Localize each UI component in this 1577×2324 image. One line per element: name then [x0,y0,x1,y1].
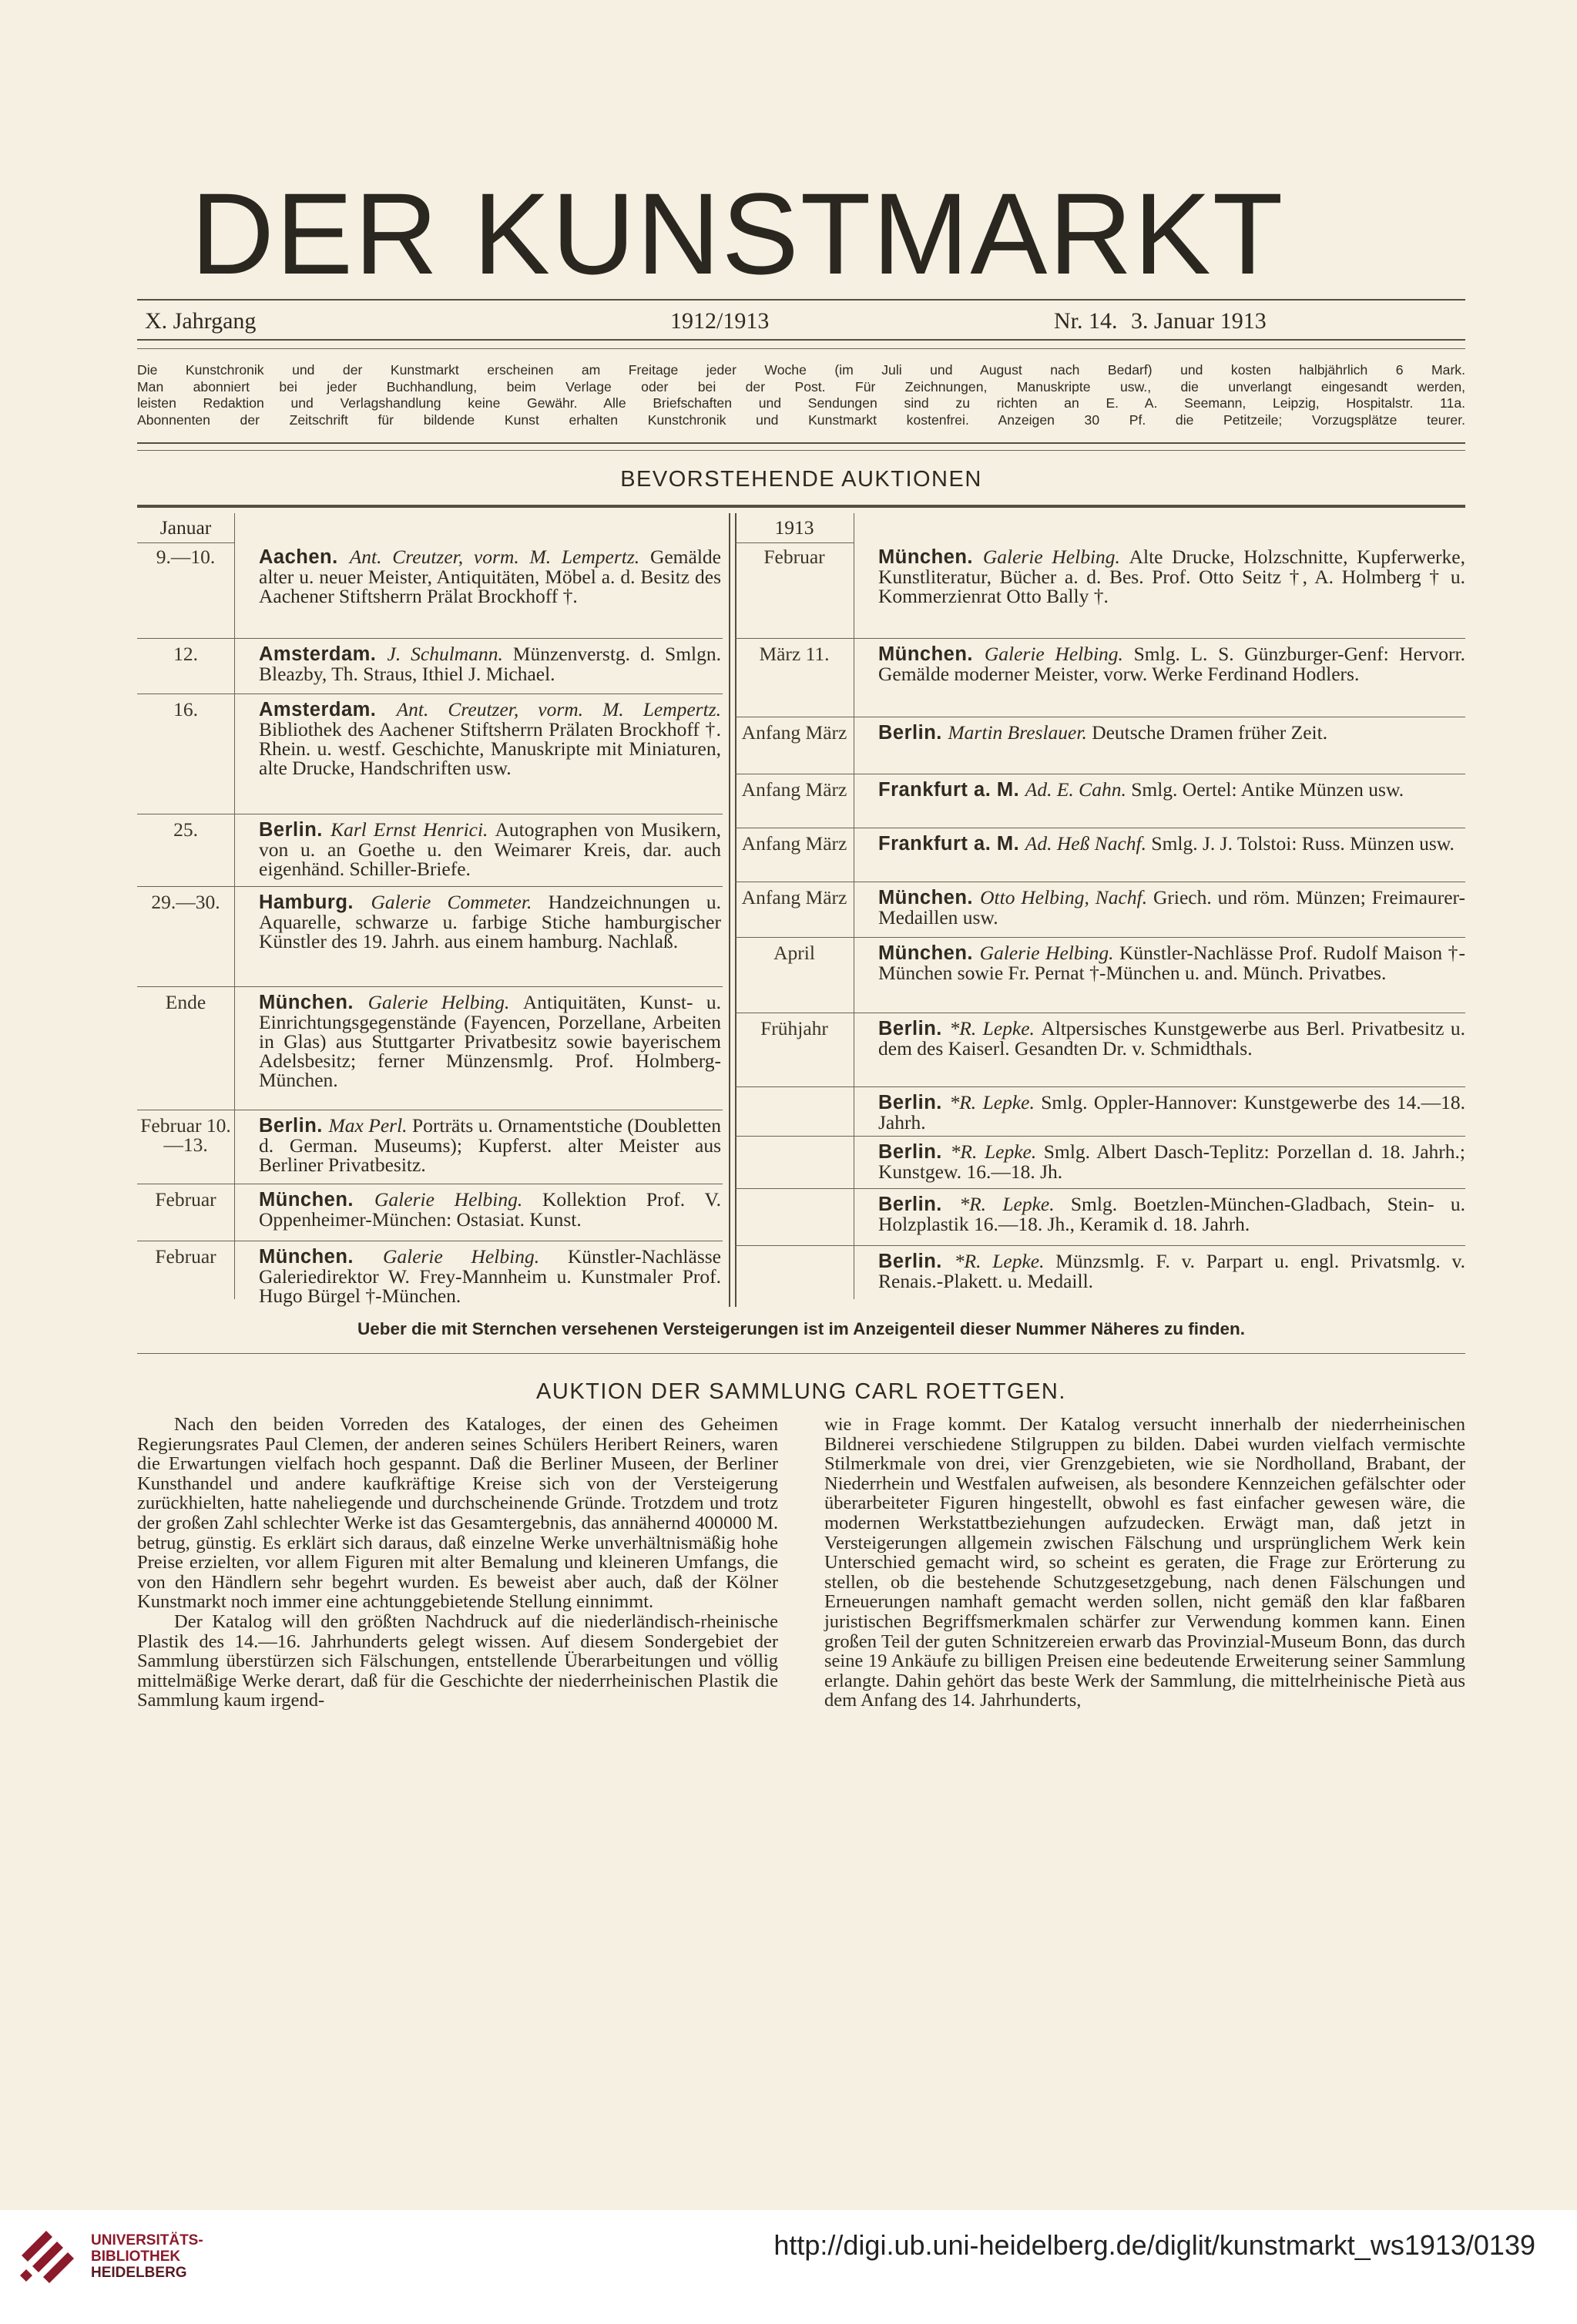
left-header-rule [137,542,234,543]
auction-description [259,700,721,777]
notice-line: Die Kunstchronik und der Kunstmarkt erscheinen am Freitage jeder Woche (im Juli und August nach Bedarf) und kosten halbjährlich 6 Mark. [137,362,1465,378]
auction-description [878,723,1465,743]
entry-divider [735,1245,1465,1246]
auction-description [878,888,1465,927]
auction-house: Galerie Helbing. [367,991,523,1013]
auction-listing [137,513,1465,1307]
auction-date: Februar [763,546,825,568]
auction-house: Ant. Creutzer, vorm. M. Lempertz. [349,546,650,568]
auction-city: Berlin. [878,1092,950,1113]
notice-line: Man abonniert bei jeder Buchhandlung, beim Verlage oder bei der Post. Für Zeichnungen, Manuskripte usw., die unverlangt eingesandt werden, [137,378,1465,395]
auction-city: München. [878,942,980,964]
auction-house: Ad. E. Cahn. [1025,778,1132,801]
auction-city: Berlin. [259,1115,329,1137]
auction-city: Berlin. [878,1194,960,1215]
issue-rule-top [137,339,1465,341]
auction-house: Max Perl. [328,1114,412,1137]
auction-date: 12. [173,643,198,665]
right-column-header: 1913 [774,516,814,539]
auction-city: Berlin. [878,1251,955,1272]
auction-description [259,1190,721,1229]
auction-lots: Alte Drucke, Holzschnitte, Kupferwerke, Kunstliteratur, Bücher a. d. Bes. Prof. Otto Seitz †, A. Holmberg † u. Kommerzienrat Otto Bally †. [878,546,1465,607]
auction-lots: Smlg. Oppler-Hannover: Kunstgewerbe des 14.—18. Jahrh. [878,1091,1466,1133]
auction-lots: Smlg. Albert Dasch-Teplitz: Porzellan d. 18. Jahrh.; Kunstgew. 16.—18. Jh. [878,1140,1465,1183]
article-paragraph: Nach den beiden Vorreden des Kataloges, der einen des Geheimen Regierungsrates Paul Clemen, der anderen seines Schülers Heribert Reiners, waren die Erwartungen vielfach hoch gespannt. Daß die Berliner Museen, der Berliner Kunsthandel und andere kaufkräftige Kreise sich von der Versteigerung zurückhielten, hatte naheliegende und durchscheinende Gründe. Trotzdem und trotz der großen Zahl schlechter Werke ist das Gesamtergebnis, das annähernd 400000 M. betrug, günstig. Es erklärt sich daraus, daß einzelne Werke unverhältnismäßig hohe Preise erzielten, vor allem Figuren mit alter Bemalung und kleineren Umfangs, die von den Händlern sehr begehrt wurden. Es beweist aber auch, daß der Kölner Kunstmarkt noch immer eine achtunggebietende Stellung einnimmt. [137,1414,778,1613]
auction-lots: Deutsche Dramen früher Zeit. [1092,721,1328,744]
auction-city: Aachen. [259,546,350,568]
library-name-line: BIBLIOTHEK [91,2248,181,2265]
auction-house: J. Schulmann. [387,643,513,665]
auction-city: Hamburg. [259,892,371,913]
auction-date: April [773,942,815,964]
auctions-heading-rule [137,505,1465,508]
article-column-1 [137,1415,778,1711]
auction-lots: Porträts u. Ornamentstiche (Doubletten d. German. Museums); Kupferst. alter Meister aus Berliner Privatbesitz. [259,1114,721,1176]
notice-rule-thin [137,450,1465,451]
auction-house: *R. Lepke. [959,1193,1071,1215]
auction-house: Ad. Heß Nachf. [1025,832,1152,855]
auction-city: Berlin. [878,1018,950,1039]
entry-divider [735,1086,1465,1087]
footnote-rule [137,1353,1465,1354]
auction-date: Frühjahr [760,1017,828,1039]
library-name-line: UNIVERSITÄTS- [91,2232,203,2248]
auction-lots: Münzsmlg. F. v. Parpart u. engl. Privatsmlg. v. Renais.-Plakett. u. Medaill. [878,1250,1465,1292]
auction-city: München. [878,887,981,908]
article-title: AUKTION DER SAMMLUNG CARL ROETTGEN. [536,1379,1066,1404]
auction-city: Amsterdam. [259,699,397,720]
auction-city: Frankfurt a. M. [878,779,1025,801]
auction-lots: Smlg. Oertel: Antike Münzen usw. [1131,778,1404,801]
library-name-line: HEIDELBERG [91,2265,187,2281]
subscription-notice [137,362,1465,428]
auction-city: München. [878,546,983,568]
auction-house: Otto Helbing, Nachf. [980,886,1153,908]
issue-date: 3. Januar 1913 [1131,308,1267,334]
entry-divider [137,986,723,987]
auction-description [878,1194,1465,1234]
auction-city: Berlin. [878,1141,951,1163]
auction-house: *R. Lepke. [954,1250,1056,1272]
auction-date: Februar [155,1188,216,1211]
auction-city: Frankfurt a. M. [878,833,1025,855]
auctions-heading: BEVORSTEHENDE AUKTIONEN [620,467,982,492]
article-paragraph: wie in Frage kommt. Der Katalog versucht innerhalb der niederrheinischen Bildnerei verschiedene Stilgruppen zu bilden. Dabei wurden vielfach vermischte Stilmerkmale von drei, vier Grenzgebieten, wie sie Nordholland, Brabant, der Niederrhein und Westfalen aufweisen, als besondere Kennzeichen gefälschter oder überarbeiteter Figuren hingestellt, obwohl es fast einfacher gewesen wäre, die modernen Werkstattbeziehungen aufzudecken. Erwägt man, daß jetzt in Versteigerungen allgemein zwischen Fälschung und ursprünglichem Werk kein Unterschied gemacht wird, so scheint es geraten, die Frage zur Erörterung zu stellen, ob die bestehende Schutzgesetzgebung, nach denen Fälschungen und Erneuerungen namhaft gemacht werden sollen, nicht gemäß den klar faßbaren juristischen Begriffsmerkmalen schärfer zur Verwendung kommen kann. Einen großen Teil der guten Schnitzereien erwarb das Provinzial-Museum Bonn, das durch seine 19 Ankäufe zu billigen Preisen eine bedeutende Erweiterung seiner Sammlung erlangte. Dahin gehört das beste Werk der Sammlung, die mittelrheinische Pietà aus dem Anfang des 14. Jahrhunderts, [824,1414,1465,1711]
auction-description [878,780,1465,800]
auction-lots: Bibliothek des Aachener Stiftsherrn Prälaten Brockhoff †. Rhein. u. westf. Geschichte, Manuskripte mit Miniaturen, alte Drucke, Handschriften usw. [259,718,721,779]
entry-divider [735,638,1465,639]
auction-house: *R. Lepke. [949,1017,1042,1039]
auction-date: Anfang März [741,832,847,855]
auction-date: Anfang März [741,886,847,908]
masthead-title: DER KUNSTMARKT [190,169,1285,298]
auction-description [259,1116,721,1174]
auction-date: 16. [173,698,198,720]
auction-description [259,892,721,951]
auction-city: Berlin. [878,722,948,744]
entry-divider [735,937,1465,938]
auction-lots: Altpersisches Kunstgewerbe aus Berl. Privatbesitz u. dem des Kaiserl. Gesandten Dr. v. Schmidthals. [878,1017,1465,1060]
auction-description [878,547,1465,606]
auction-city: Amsterdam. [259,643,388,665]
left-date-divider [234,513,235,1299]
auction-description [878,834,1465,854]
auction-lots: Künstler-Nachlässe Prof. Rudolf Maison †-München sowie Fr. Pernat †-München u. and. Münch. Privatbes. [878,942,1465,984]
auction-lots: Künstler-Nachlässe Galeriedirektor W. Frey-Mannheim u. Kunstmaler Prof. Hugo Bürgel †-München. [259,1245,721,1307]
article-paragraph: Der Katalog will den größten Nachdruck auf die niederländisch-rheinische Plastik des 14.—16. Jahrhunderts gelegt wissen. Auf diesem Sondergebiet der Sammlung überstürzen sich Fälschungen, entstellende Überarbeitungen und völlig mittelmäßige Werke derart, daß für die Geschichte der niederrheinischen Plastik die Sammlung kaum irgend- [137,1610,778,1711]
digitization-footer [0,2210,1577,2324]
auction-lots: Kollektion Prof. V. Oppenheimer-München: Ostasiat. Kunst. [259,1188,721,1231]
entry-divider [735,1136,1465,1137]
column-divider-a [729,513,730,1307]
auction-description [878,1093,1465,1132]
entry-divider [735,1188,1465,1189]
auction-lots: Antiquitäten, Kunst- u. Einrichtungsgegenstände (Fayencen, Porzellane, Arbeiten in Glas) aus Stuttgarter Privatbesitz sowie bayerischem Adelsbesitz; ferner Münzensmlg. Prof. Holmberg-München. [259,991,721,1091]
left-column-header: Januar [159,516,212,539]
auction-date: 9.—10. [156,546,216,568]
issue-years: 1912/1913 [670,308,770,334]
auction-house: *R. Lepke. [949,1091,1042,1113]
auction-description [259,820,721,878]
auction-lots: Smlg. J. J. Tolstoi: Russ. Münzen usw. [1151,832,1455,855]
auction-city: München. [878,643,985,665]
auction-lots: Handzeichnungen u. Aquarelle, schwarze u. farbige Stiche hamburgischer Künstler des 19. Jahrh. aus einem hamburg. Nachlaß. [259,891,721,952]
auction-lots: Smlg. L. S. Günzburger-Genf: Hervorr. Gemälde moderner Meister, vorw. Werke Ferdinand Hodlers. [878,643,1465,685]
auction-house: Galerie Helbing. [982,546,1129,568]
auction-date: Februar 10.—13. [140,1114,231,1156]
auction-date: Februar [155,1245,216,1268]
entry-divider [137,886,723,887]
auction-date: 25. [173,818,198,841]
auction-description [878,943,1465,982]
auction-description [878,1142,1465,1181]
source-url-link[interactable]: http://digi.ub.uni-heidelberg.de/diglit/kunstmarkt_ws1913/0139 [773,2229,1535,2261]
auction-house: Karl Ernst Henrici. [330,818,495,841]
auction-description [878,644,1465,683]
auction-house: Ant. Creutzer, vorm. M. Lempertz. [396,698,721,720]
auction-date: 29.—30. [151,891,220,913]
entry-divider [137,638,723,639]
auction-footnote: Ueber die mit Sternchen versehenen Versteigerungen ist im Anzeigenteil dieser Nummer Näheres zu finden. [357,1319,1245,1338]
library-name [91,2232,203,2281]
auction-lots: Griech. und röm. Münzen; Freimaurer-Medaillen usw. [878,886,1465,929]
auction-date: Anfang März [741,778,847,801]
library-logo-icon [15,2225,85,2286]
auction-description [259,992,721,1090]
right-header-rule [735,542,854,543]
auction-house: Galerie Helbing. [374,1188,542,1211]
auction-description [878,1251,1465,1291]
auction-lots: Smlg. Boetzlen-München-Gladbach, Stein- u. Holzplastik 16.—18. Jh., Keramik d. 18. Jahrh. [878,1193,1465,1235]
issue-number: Nr. 14. [1054,308,1118,334]
auction-city: München. [259,1246,383,1268]
auction-date: Anfang März [741,721,847,744]
article-column-2 [824,1415,1465,1711]
notice-line: leisten Redaktion und Verlagshandlung keine Gewähr. Alle Briefschaften und Sendungen sind zu richten an E. A. Seemann, Leipzig, Hospitalstr. 11a. [137,395,1465,411]
auction-description [878,1019,1465,1058]
notice-rule [137,442,1465,444]
notice-line: Abonnenten der Zeitschrift für bildende Kunst erhalten Kunstchronik und Kunstmarkt kostenfrei. Anzeigen 30 Pf. die Petitzeile; Vorzugsplätze teurer. [137,411,1465,428]
auction-city: Berlin. [259,819,331,841]
auction-description [259,547,721,606]
issue-volume: X. Jahrgang [145,308,257,334]
auction-date: März 11. [759,643,830,665]
auction-description [259,1247,721,1305]
auction-house: Galerie Helbing. [984,643,1134,665]
issue-rule-bottom [137,348,1465,349]
auction-city: München. [259,992,368,1013]
auction-city: München. [259,1189,374,1211]
auction-lots: Gemälde alter u. neuer Meister, Antiquitäten, Möbel a. d. Besitz des Aachener Stiftsherrn Prälat Brockhoff †. [259,546,721,607]
auction-date: Ende [165,991,206,1013]
auction-house: Galerie Helbing. [979,942,1120,964]
masthead-rule [137,299,1465,301]
auction-description [259,644,721,683]
auction-lots: Münzenverstg. d. Smlgn. Bleazby, Th. Straus, Ithiel J. Michael. [259,643,721,685]
auction-house: *R. Lepke. [950,1140,1044,1163]
auction-house: Galerie Commeter. [371,891,549,913]
auction-lots: Autographen von Musikern, von u. an Goethe u. den Weimarer Kreis, dar. auch eigenhänd. Schiller-Briefe. [259,818,722,880]
auction-house: Martin Breslauer. [948,721,1092,744]
auction-house: Galerie Helbing. [382,1245,568,1268]
